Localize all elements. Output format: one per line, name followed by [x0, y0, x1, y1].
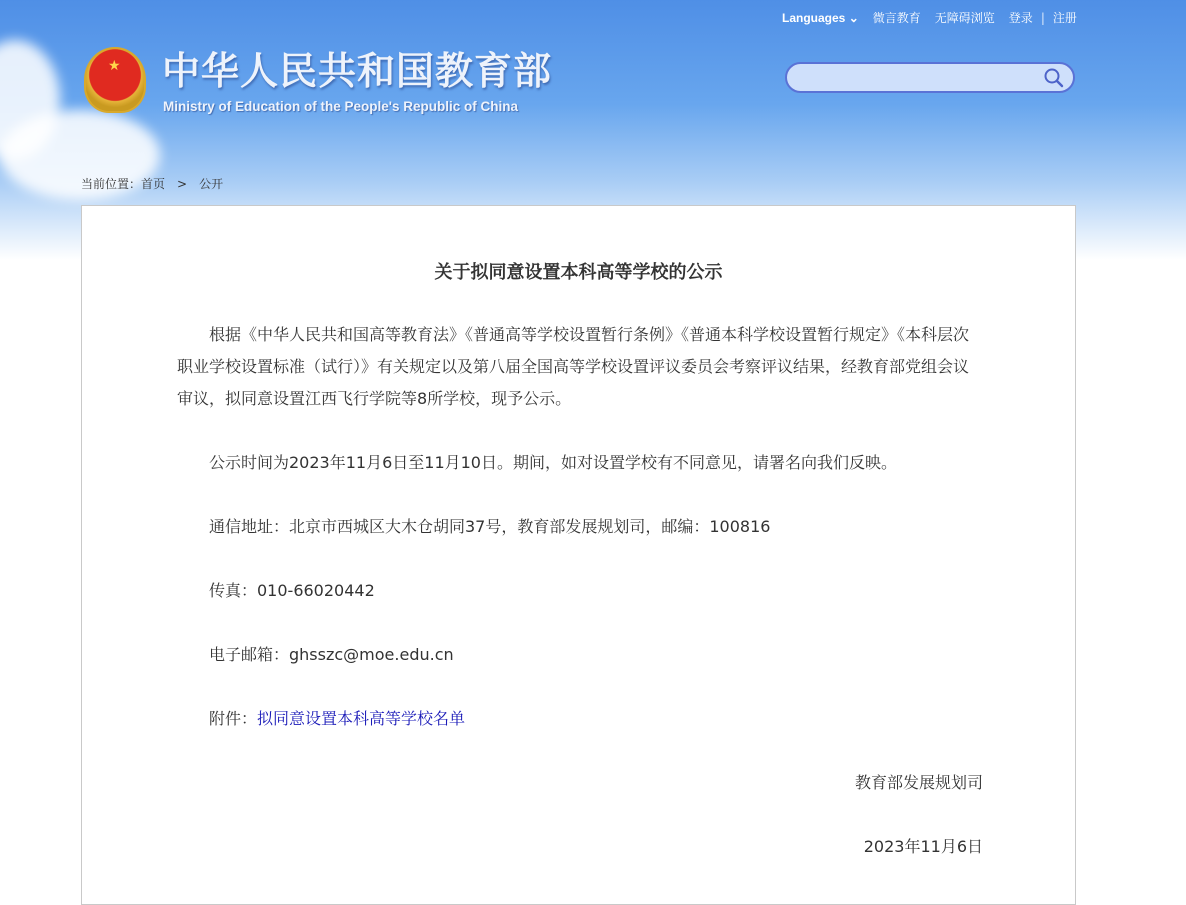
- signer: 教育部发展规划司: [854, 773, 983, 792]
- accessible-link[interactable]: 无障碍浏览: [934, 11, 995, 25]
- search-input[interactable]: [799, 64, 1039, 91]
- breadcrumb-current[interactable]: 公开: [199, 177, 224, 191]
- breadcrumb-label: 当前位置：: [81, 177, 142, 191]
- site-subtitle: Ministry of Education of the People's Republic of China: [163, 99, 518, 114]
- address: 通信地址：北京市西城区大木仓胡同37号，教育部发展规划司，邮编：100816: [209, 517, 771, 536]
- article-container: [81, 205, 1076, 905]
- breadcrumb: [81, 176, 229, 192]
- breadcrumb-home[interactable]: 首页: [141, 177, 166, 191]
- search-icon[interactable]: [1043, 67, 1065, 89]
- divider: |: [1040, 11, 1045, 25]
- date: 2023年11月6日: [863, 837, 983, 856]
- national-emblem-logo: ★: [84, 47, 146, 113]
- site-title[interactable]: 中华人民共和国教育部: [162, 49, 553, 93]
- article-body: [177, 319, 983, 895]
- attachment-label: 附件：: [209, 709, 258, 728]
- search-box: [785, 62, 1075, 93]
- top-nav: [782, 10, 1077, 26]
- attachment-link[interactable]: 拟同意设置本科高等学校名单: [257, 709, 466, 728]
- paragraph: 公示时间为2023年11月6日至11月10日。期间，如对设置学校有不同意见，请署名向我们反映。: [209, 453, 897, 472]
- email: 电子邮箱：ghsszc@moe.edu.cn: [209, 645, 454, 664]
- chevron-down-icon: ⌄: [848, 11, 859, 25]
- login-link[interactable]: 登录: [1008, 11, 1033, 25]
- fax: 传真：010-66020442: [209, 581, 375, 600]
- register-link[interactable]: 注册: [1052, 11, 1077, 25]
- weiyan-link[interactable]: 微言教育: [872, 11, 921, 25]
- chevron-right-icon: >: [177, 177, 188, 191]
- languages-dropdown[interactable]: Languages ⌄: [782, 11, 859, 25]
- attachment: [177, 703, 983, 735]
- paragraph: 根据《中华人民共和国高等教育法》《普通高等学校设置暂行条例》《普通本科学校设置暂行规定》《本科层次职业学校设置标准（试行）》有关规定以及第八届全国高等学校设置评议委员会考察评议结果，经教育部党组会议审议，拟同意设置江西飞行学院等8所学校，现予公示。: [177, 325, 970, 408]
- article-title: 关于拟同意设置本科高等学校的公示: [434, 262, 723, 283]
